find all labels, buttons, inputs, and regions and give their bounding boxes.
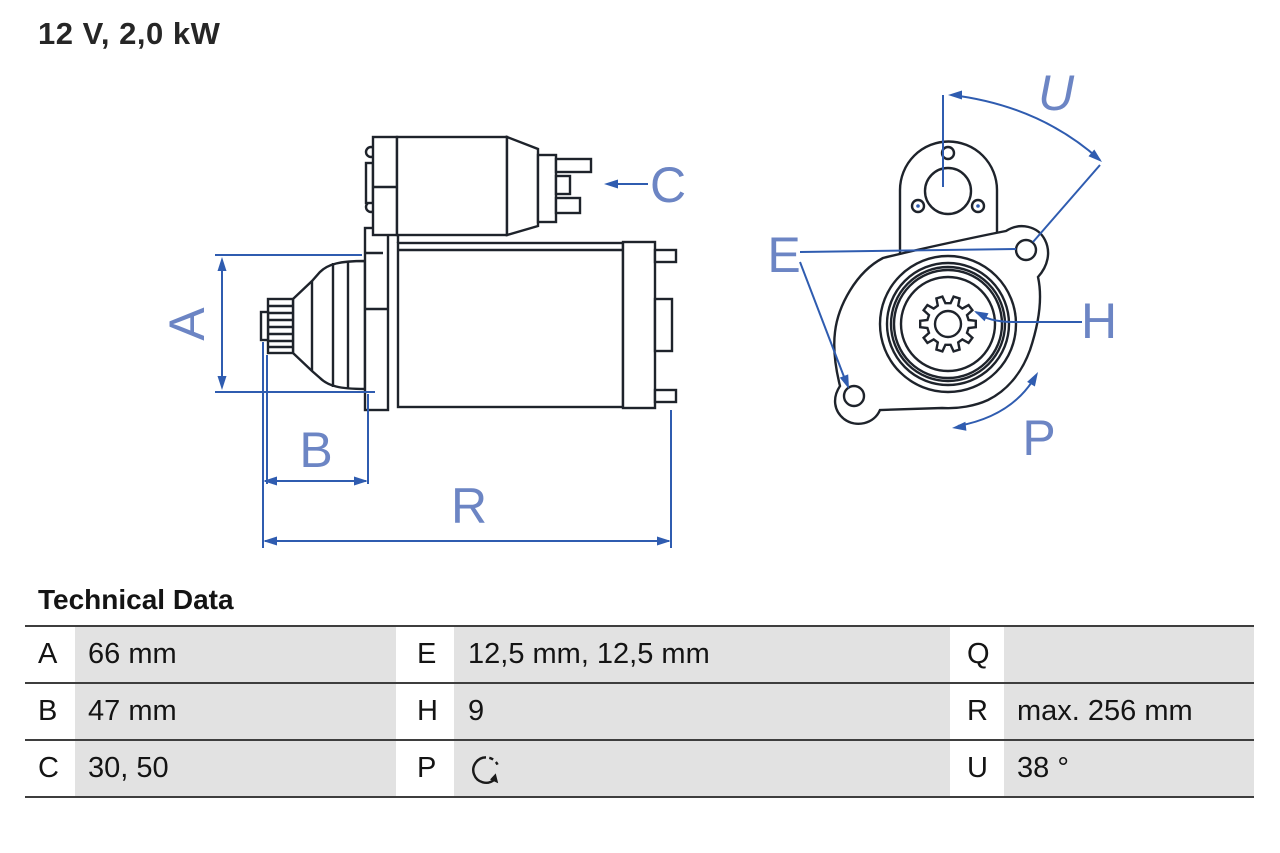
param-value: 30, 50 <box>75 741 396 796</box>
technical-data-table <box>25 625 1254 798</box>
technical-data-section <box>25 584 1254 798</box>
param-key: A <box>25 627 75 682</box>
dim-label-e: E <box>767 227 801 283</box>
dim-label-c: C <box>649 157 687 213</box>
table-row <box>25 739 1254 798</box>
dim-label-a: A <box>159 307 215 341</box>
param-value <box>1004 627 1254 682</box>
param-value: 47 mm <box>75 684 396 739</box>
dimension-c <box>604 157 686 213</box>
param-key: C <box>25 741 75 796</box>
solenoid-cap <box>507 137 538 235</box>
param-key: U <box>950 741 1004 796</box>
param-key: B <box>25 684 75 739</box>
shaft-end <box>261 312 268 340</box>
param-key: R <box>950 684 1004 739</box>
front-view <box>834 142 1048 424</box>
rear-end-cap <box>623 242 655 408</box>
table-row <box>25 625 1254 682</box>
dim-label-u: U <box>1037 65 1075 121</box>
terminal-stud <box>556 159 591 172</box>
param-key: Q <box>950 627 1004 682</box>
rotation-direction-icon <box>468 751 504 787</box>
bell-housing <box>293 261 365 389</box>
dim-label-r: R <box>450 478 488 534</box>
param-value: 9 <box>454 684 950 739</box>
product-spec-title: 12 V, 2,0 kW <box>38 16 221 51</box>
motor-body <box>398 243 623 407</box>
param-key: E <box>396 627 454 682</box>
table-row <box>25 682 1254 739</box>
mount-plate <box>365 228 388 410</box>
dim-label-h: H <box>1080 293 1118 349</box>
table-title: Technical Data <box>38 584 234 615</box>
param-value <box>454 741 950 796</box>
dim-label-p: P <box>1022 410 1056 466</box>
param-value: 12,5 mm, 12,5 mm <box>454 627 950 682</box>
param-value: max. 256 mm <box>1004 684 1254 739</box>
param-key: P <box>396 741 454 796</box>
solenoid-body <box>397 137 507 235</box>
param-value: 66 mm <box>75 627 396 682</box>
param-key: H <box>396 684 454 739</box>
side-view <box>261 137 676 410</box>
param-value: 38 ° <box>1004 741 1254 796</box>
dim-label-b: B <box>299 422 333 478</box>
